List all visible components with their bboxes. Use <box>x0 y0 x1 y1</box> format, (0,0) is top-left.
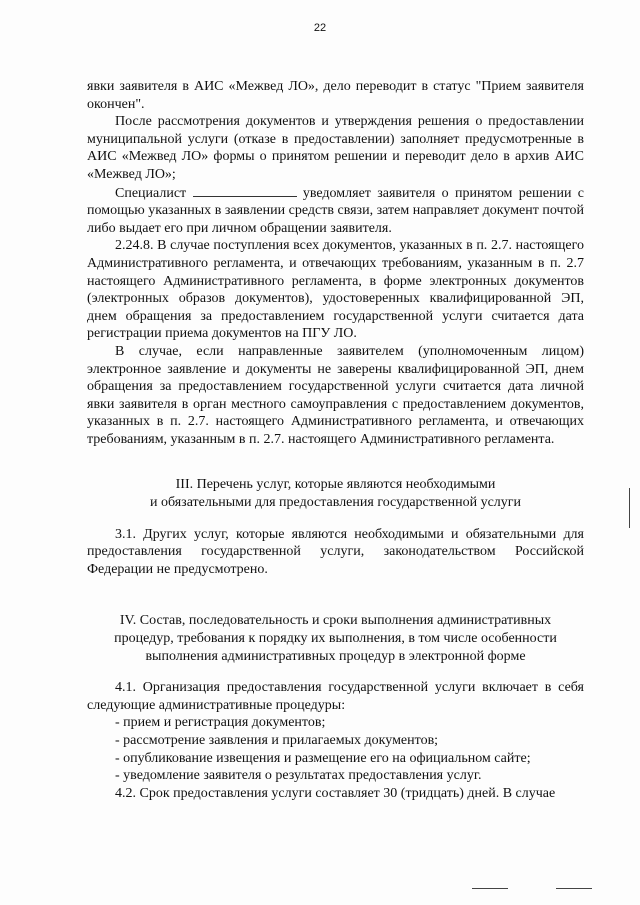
paragraph-status-change: явки заявителя в АИС «Межвед ЛО», дело переводит в статус "Прием заявителя окончен". <box>87 79 584 112</box>
scan-edge-mark <box>472 888 508 889</box>
paragraph-2-24-8: 2.24.8. В случае поступления всех документов, указанных в п. 2.7. настоящего Административного регламента, и отвечающих требованиям, указанным в п. 2.7 настоящего Административного регламента, в форме электронных документов (электронных образов документов), удостоверенных квалифицированной ЭП, днем обращения за предоставлением государственной услуги считается дата регистрации приема документов на ПГУ ЛО. <box>87 238 584 342</box>
scan-edge-mark <box>629 488 630 528</box>
list-item: - опубликование извещения и размещение его на официальном сайте; <box>115 750 531 766</box>
document-body <box>87 78 584 802</box>
paragraph-unsigned-documents: В случае, если направленные заявителем (уполномоченным лицом) электронное заявление и документы не заверены квалифицированной ЭП, днем обращения за предоставлением государственной услуги считается дата личной явки заявителя в орган местного самоуправления с предоставлением документов, указанных в п. 2.7. настоящего Административного регламента, и отвечающих требованиям, указанным в п. 2.7. настоящего Административного регламента. <box>87 343 584 447</box>
paragraph-decision-recording: После рассмотрения документов и утверждения решения о предоставлении муниципальной услуги (отказе в предоставлении) заполняет предусмотренные в АИС «Межвед ЛО» формы о принятом решении и переводит дело в архив АИС «Межвед ЛО»; <box>87 114 584 182</box>
paragraph-3-1: 3.1. Других услуг, которые являются необходимыми и обязательными для предоставления государственной услуги, законодательством Российской Федерации не предусмотрено. <box>87 526 584 577</box>
specialist-blank-field <box>193 184 297 197</box>
list-item: - уведомление заявителя о результатах предоставления услуг. <box>115 768 482 784</box>
list-item: - прием и регистрация документов; <box>115 715 326 731</box>
paragraph-4-1: 4.1. Организация предоставления государственной услуги включает в себя следующие административные процедуры: <box>87 680 584 713</box>
paragraph-specialist-notification <box>87 184 584 238</box>
section-3-heading <box>87 476 584 511</box>
section-4-heading-line-3: выполнения административных процедур в электронной форме <box>145 648 526 664</box>
section-4-heading-line-2: процедур, требования к порядку их выполнения, в том числе особенности <box>114 631 557 647</box>
procedures-list <box>87 714 584 784</box>
page-number: 22 <box>313 22 327 34</box>
list-item: - рассмотрение заявления и прилагаемых документов; <box>115 733 439 748</box>
section-4-heading <box>87 612 584 665</box>
paragraph-4-2: 4.2. Срок предоставления услуги составляет 30 (тридцать) дней. В случае <box>115 785 556 801</box>
specialist-notification-text: уведомляет заявителя о принятом решении с помощью указанных в заявлении средств связи, затем направляет документ почтой либо выдает его при личном обращении заявителя. <box>87 185 584 236</box>
section-4-heading-line-1: IV. Состав, последовательность и сроки выполнения административных <box>119 613 552 629</box>
section-3-heading-line-2: и обязательными для предоставления государственной услуги <box>149 495 522 511</box>
section-3-heading-line-1: III. Перечень услуг, которые являются необходимыми <box>175 477 496 493</box>
specialist-label: Специалист <box>115 185 193 201</box>
scan-edge-mark <box>556 888 592 889</box>
